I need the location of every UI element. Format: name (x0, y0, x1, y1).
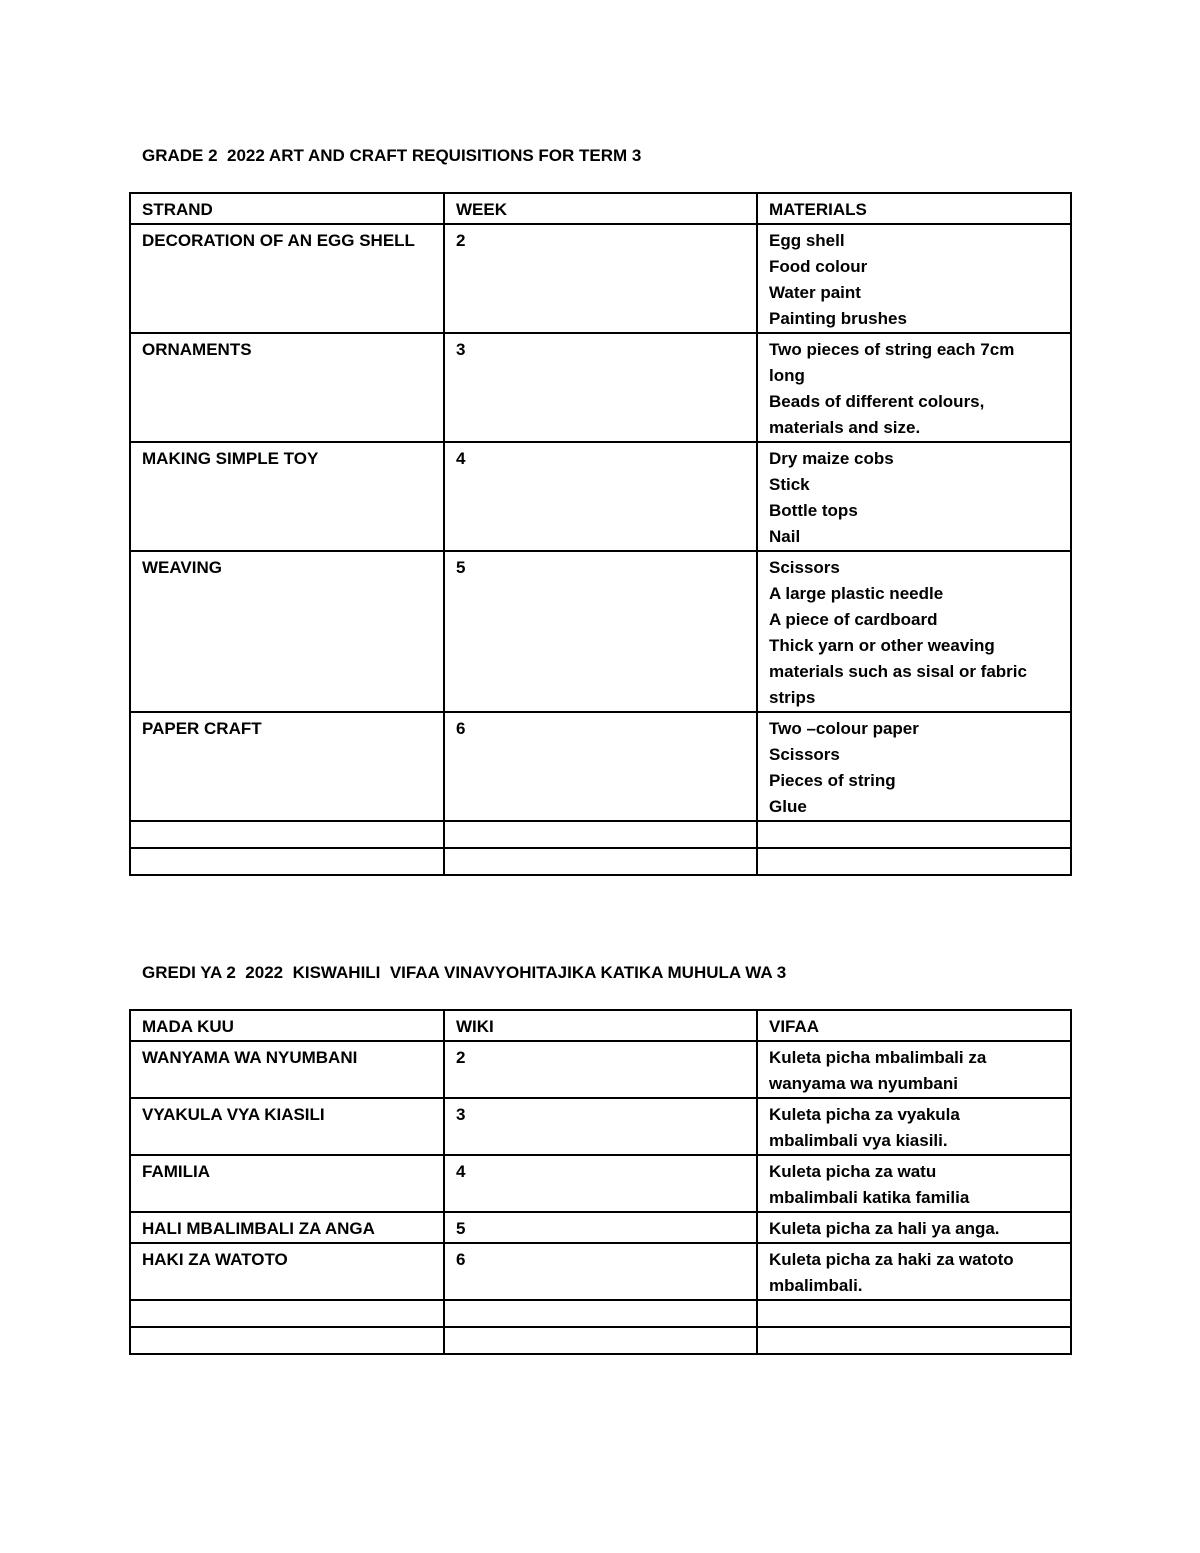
empty-cell (444, 848, 757, 875)
empty-row (130, 1300, 1071, 1327)
empty-cell (130, 821, 444, 848)
vifaa-cell (757, 1243, 1071, 1300)
table-row (130, 1212, 1071, 1243)
wiki-cell: 6 (444, 1243, 757, 1300)
art-craft-title: GRADE 2 2022 ART AND CRAFT REQUISITIONS FOR TERM 3 (142, 146, 642, 165)
header-materials: MATERIALS (757, 193, 1071, 224)
vifaa-line: Kuleta picha mbalimbali za (769, 1048, 987, 1067)
vifaa-cell (757, 1041, 1071, 1098)
table-row (130, 333, 1071, 442)
material-item: Food colour (769, 257, 868, 276)
empty-cell (444, 821, 757, 848)
material-item: Painting brushes (769, 309, 907, 328)
week-cell: 3 (444, 333, 757, 442)
empty-cell (757, 848, 1071, 875)
vifaa-line: Kuleta picha za watu (769, 1162, 937, 1181)
materials-cell (757, 442, 1071, 551)
material-item: Two pieces of string each 7cm (769, 340, 1015, 359)
table-row (130, 224, 1071, 333)
material-item: Pieces of string (769, 771, 896, 790)
table-row (130, 1155, 1071, 1212)
empty-cell (130, 1300, 444, 1327)
strand-cell: ORNAMENTS (130, 333, 444, 442)
mada-cell: WANYAMA WA NYUMBANI (130, 1041, 444, 1098)
vifaa-line: Kuleta picha za hali ya anga. (769, 1219, 1000, 1238)
material-item: Two –colour paper (769, 719, 919, 738)
header-week: WEEK (444, 193, 757, 224)
materials-cell (757, 333, 1071, 442)
vifaa-line: Kuleta picha za haki za watoto (769, 1250, 1014, 1269)
material-item: Scissors (769, 745, 840, 764)
empty-cell (130, 1327, 444, 1354)
wiki-cell: 5 (444, 1212, 757, 1243)
materials-cell (757, 712, 1071, 821)
empty-cell (444, 1300, 757, 1327)
material-item: A large plastic needle (769, 584, 944, 603)
kiswahili-table (129, 1009, 1072, 1355)
material-item: strips (769, 688, 816, 707)
material-item: Water paint (769, 283, 861, 302)
vifaa-line: mbalimbali. (769, 1276, 863, 1295)
material-item: Dry maize cobs (769, 449, 894, 468)
materials-cell (757, 551, 1071, 712)
week-cell: 6 (444, 712, 757, 821)
vifaa-cell (757, 1098, 1071, 1155)
material-item: Beads of different colours, (769, 392, 985, 411)
material-item: Glue (769, 797, 807, 816)
vifaa-cell (757, 1155, 1071, 1212)
kiswahili-title: GREDI YA 2 2022 KISWAHILI VIFAA VINAVYOHITAJIKA KATIKA MUHULA WA 3 (142, 963, 787, 982)
empty-row (130, 848, 1071, 875)
material-item: materials such as sisal or fabric (769, 662, 1027, 681)
table-row (130, 1041, 1071, 1098)
material-item: long (769, 366, 805, 385)
strand-cell: DECORATION OF AN EGG SHELL (130, 224, 444, 333)
vifaa-line: mbalimbali katika familia (769, 1188, 970, 1207)
table-row (130, 1243, 1071, 1300)
header-strand: STRAND (130, 193, 444, 224)
wiki-cell: 3 (444, 1098, 757, 1155)
mada-cell: HAKI ZA WATOTO (130, 1243, 444, 1300)
empty-row (130, 821, 1071, 848)
materials-cell (757, 224, 1071, 333)
header-mada-kuu: MADA KUU (130, 1010, 444, 1041)
strand-cell: PAPER CRAFT (130, 712, 444, 821)
wiki-cell: 2 (444, 1041, 757, 1098)
strand-cell: MAKING SIMPLE TOY (130, 442, 444, 551)
empty-cell (757, 1327, 1071, 1354)
material-item: Thick yarn or other weaving (769, 636, 995, 655)
table-row (130, 1098, 1071, 1155)
table-row (130, 551, 1071, 712)
strand-cell: WEAVING (130, 551, 444, 712)
header-wiki: WIKI (444, 1010, 757, 1041)
empty-cell (757, 821, 1071, 848)
material-item: materials and size. (769, 418, 921, 437)
week-cell: 5 (444, 551, 757, 712)
table-header-row (130, 1010, 1071, 1041)
mada-cell: HALI MBALIMBALI ZA ANGA (130, 1212, 444, 1243)
table-row (130, 712, 1071, 821)
art-craft-table (129, 192, 1072, 876)
material-item: A piece of cardboard (769, 610, 938, 629)
material-item: Stick (769, 475, 810, 494)
week-cell: 4 (444, 442, 757, 551)
empty-row (130, 1327, 1071, 1354)
material-item: Nail (769, 527, 801, 546)
mada-cell: VYAKULA VYA KIASILI (130, 1098, 444, 1155)
empty-cell (757, 1300, 1071, 1327)
material-item: Scissors (769, 558, 840, 577)
vifaa-line: mbalimbali vya kiasili. (769, 1131, 948, 1150)
vifaa-cell (757, 1212, 1071, 1243)
vifaa-line: Kuleta picha za vyakula (769, 1105, 960, 1124)
material-item: Bottle tops (769, 501, 858, 520)
material-item: Egg shell (769, 231, 845, 250)
vifaa-line: wanyama wa nyumbani (769, 1074, 958, 1093)
table-row (130, 442, 1071, 551)
table-header-row (130, 193, 1071, 224)
empty-cell (130, 848, 444, 875)
empty-cell (444, 1327, 757, 1354)
wiki-cell: 4 (444, 1155, 757, 1212)
week-cell: 2 (444, 224, 757, 333)
mada-cell: FAMILIA (130, 1155, 444, 1212)
header-vifaa: VIFAA (757, 1010, 1071, 1041)
